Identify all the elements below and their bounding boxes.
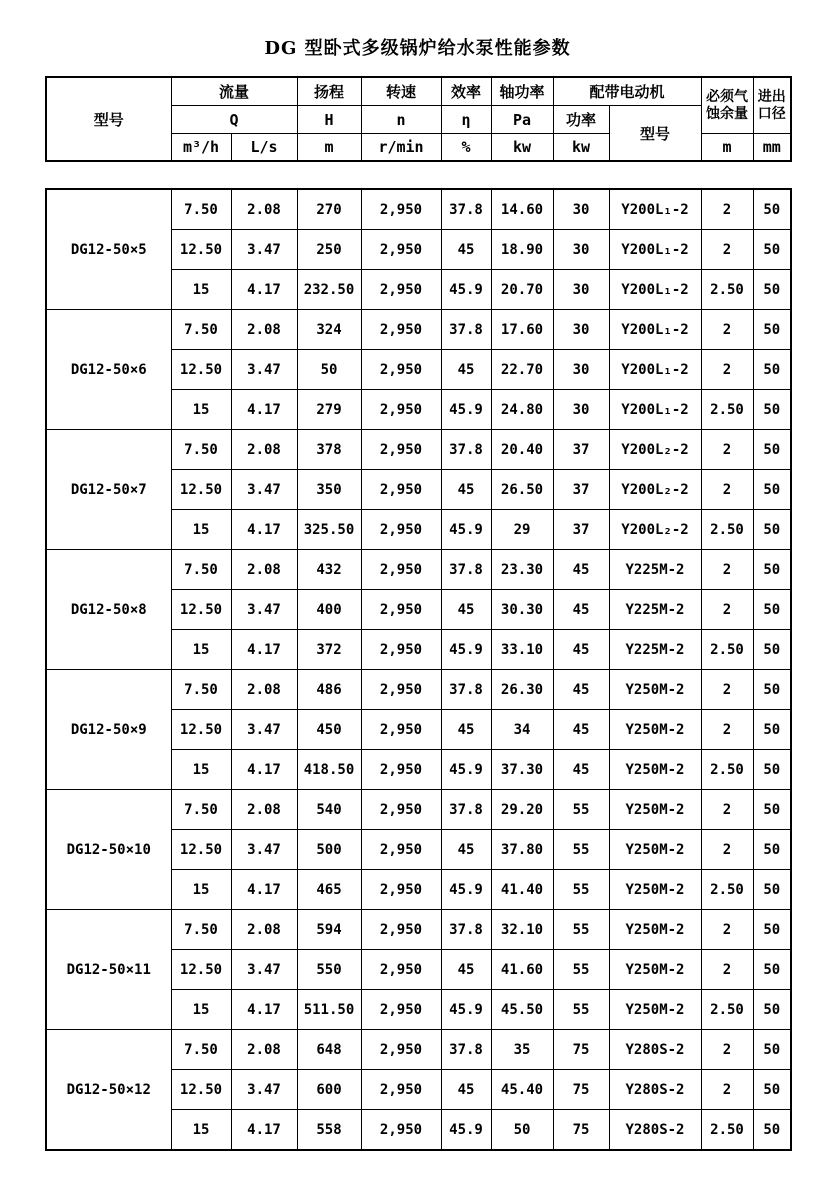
data-cell: 37.8	[441, 670, 491, 710]
data-cell: 45	[441, 350, 491, 390]
data-cell: 232.50	[297, 270, 361, 310]
header-unit-speed: r/min	[361, 134, 441, 162]
header-unit-npsh: m	[701, 134, 753, 162]
data-cell: 17.60	[491, 310, 553, 350]
header-shaft-power: 轴功率	[491, 77, 553, 106]
data-cell: 550	[297, 950, 361, 990]
pump-model-cell: DG12-50×9	[46, 670, 171, 790]
data-cell: 45	[553, 550, 609, 590]
data-cell: 2,950	[361, 270, 441, 310]
data-cell: 37	[553, 510, 609, 550]
data-cell: 50	[297, 350, 361, 390]
header-unit-m3h: m³/h	[171, 134, 231, 162]
data-cell: Y250M-2	[609, 830, 701, 870]
data-cell: 2,950	[361, 750, 441, 790]
data-cell: 15	[171, 510, 231, 550]
data-cell: 2	[701, 350, 753, 390]
data-cell: 2	[701, 430, 753, 470]
data-cell: Y250M-2	[609, 950, 701, 990]
data-cell: 32.10	[491, 910, 553, 950]
data-cell: 2,950	[361, 670, 441, 710]
header-motor-model: 型号	[609, 106, 701, 162]
data-cell: 75	[553, 1110, 609, 1151]
data-cell: 2,950	[361, 1110, 441, 1151]
data-cell: Y200L₂-2	[609, 470, 701, 510]
data-cell: 33.10	[491, 630, 553, 670]
data-cell: 2.50	[701, 390, 753, 430]
data-cell: Y200L₁-2	[609, 270, 701, 310]
table-row	[46, 1030, 791, 1070]
data-cell: 45	[553, 630, 609, 670]
data-cell: 270	[297, 189, 361, 230]
data-cell: 50	[753, 510, 791, 550]
data-cell: 3.47	[231, 350, 297, 390]
data-cell: 37	[553, 470, 609, 510]
data-cell: 594	[297, 910, 361, 950]
data-cell: 37.8	[441, 430, 491, 470]
data-cell: 2	[701, 790, 753, 830]
data-cell: 7.50	[171, 550, 231, 590]
data-cell: 2.08	[231, 910, 297, 950]
data-cell: 45.9	[441, 750, 491, 790]
data-cell: 45.9	[441, 270, 491, 310]
table-row	[46, 550, 791, 590]
data-cell: 2	[701, 590, 753, 630]
data-cell: 50	[753, 270, 791, 310]
data-cell: 465	[297, 870, 361, 910]
data-cell: 3.47	[231, 590, 297, 630]
data-cell: 45.40	[491, 1070, 553, 1110]
data-cell: 2,950	[361, 550, 441, 590]
data-cell: 45.9	[441, 510, 491, 550]
data-cell: 45	[553, 710, 609, 750]
data-cell: 2.08	[231, 189, 297, 230]
data-cell: 15	[171, 750, 231, 790]
data-cell: 15	[171, 630, 231, 670]
pump-model-cell: DG12-50×7	[46, 430, 171, 550]
data-cell: 45.9	[441, 630, 491, 670]
data-cell: Y250M-2	[609, 870, 701, 910]
data-cell: 2.08	[231, 1030, 297, 1070]
data-cell: 15	[171, 1110, 231, 1151]
data-cell: 4.17	[231, 750, 297, 790]
data-cell: 50	[753, 670, 791, 710]
data-cell: 2	[701, 950, 753, 990]
data-cell: 50	[753, 590, 791, 630]
header-model: 型号	[46, 77, 171, 161]
header-efficiency-symbol: η	[441, 106, 491, 134]
data-cell: Y250M-2	[609, 710, 701, 750]
pump-model-cell: DG12-50×6	[46, 310, 171, 430]
data-cell: 50	[753, 790, 791, 830]
data-cell: 20.40	[491, 430, 553, 470]
data-cell: 324	[297, 310, 361, 350]
data-cell: 400	[297, 590, 361, 630]
data-cell: Y200L₁-2	[609, 350, 701, 390]
data-cell: 30	[553, 270, 609, 310]
data-cell: 15	[171, 390, 231, 430]
data-cell: 7.50	[171, 790, 231, 830]
data-cell: 2	[701, 230, 753, 270]
data-cell: 75	[553, 1030, 609, 1070]
data-cell: 45.50	[491, 990, 553, 1030]
data-cell: 7.50	[171, 910, 231, 950]
data-cell: 3.47	[231, 950, 297, 990]
data-cell: Y225M-2	[609, 550, 701, 590]
data-cell: 23.30	[491, 550, 553, 590]
data-cell: 50	[753, 350, 791, 390]
data-cell: 3.47	[231, 230, 297, 270]
data-cell: 2	[701, 470, 753, 510]
header-shaft-power-symbol: Pa	[491, 106, 553, 134]
pump-model-cell: DG12-50×12	[46, 1030, 171, 1151]
data-cell: 45	[441, 1070, 491, 1110]
data-cell: 350	[297, 470, 361, 510]
data-cell: Y200L₁-2	[609, 390, 701, 430]
data-cell: 2,950	[361, 910, 441, 950]
data-cell: 600	[297, 1070, 361, 1110]
data-cell: Y200L₁-2	[609, 189, 701, 230]
data-cell: 12.50	[171, 1070, 231, 1110]
data-cell: 29	[491, 510, 553, 550]
data-cell: 2.50	[701, 870, 753, 910]
data-cell: Y250M-2	[609, 910, 701, 950]
data-cell: 2,950	[361, 510, 441, 550]
data-cell: 2.08	[231, 310, 297, 350]
data-cell: 45	[441, 830, 491, 870]
page-title: DG 型卧式多级锅炉给水泵性能参数	[264, 38, 571, 59]
data-cell: 50	[753, 430, 791, 470]
data-cell: 14.60	[491, 189, 553, 230]
data-cell: 30.30	[491, 590, 553, 630]
header-unit-diameter: mm	[753, 134, 791, 162]
data-cell: 4.17	[231, 510, 297, 550]
data-cell: 24.80	[491, 390, 553, 430]
data-cell: 12.50	[171, 710, 231, 750]
data-cell: 50	[753, 1030, 791, 1070]
data-cell: 2.08	[231, 550, 297, 590]
data-cell: 45	[553, 590, 609, 630]
pump-model-cell: DG12-50×8	[46, 550, 171, 670]
data-cell: 279	[297, 390, 361, 430]
data-cell: 12.50	[171, 950, 231, 990]
data-cell: 2	[701, 550, 753, 590]
data-cell: 50	[753, 750, 791, 790]
data-cell: 2,950	[361, 990, 441, 1030]
data-cell: Y250M-2	[609, 670, 701, 710]
data-cell: 37.8	[441, 310, 491, 350]
data-cell: Y280S-2	[609, 1030, 701, 1070]
data-table	[45, 188, 792, 1151]
data-cell: 30	[553, 230, 609, 270]
table-row	[46, 310, 791, 350]
data-cell: 45.9	[441, 1110, 491, 1151]
data-cell: 50	[753, 910, 791, 950]
header-unit-shaft-power: kw	[491, 134, 553, 162]
data-cell: 45	[441, 590, 491, 630]
data-cell: 2.08	[231, 790, 297, 830]
data-cell: 50	[753, 189, 791, 230]
data-cell: 2.50	[701, 270, 753, 310]
data-cell: 3.47	[231, 710, 297, 750]
data-cell: 450	[297, 710, 361, 750]
data-cell: 2.50	[701, 510, 753, 550]
data-cell: 26.30	[491, 670, 553, 710]
data-cell: Y250M-2	[609, 790, 701, 830]
data-cell: 2,950	[361, 310, 441, 350]
header-npsh-line1: 必须气	[706, 89, 749, 106]
data-cell: 418.50	[297, 750, 361, 790]
table-row	[46, 790, 791, 830]
data-cell: 12.50	[171, 350, 231, 390]
data-cell: 34	[491, 710, 553, 750]
data-cell: 55	[553, 950, 609, 990]
data-cell: 45	[553, 670, 609, 710]
data-cell: 4.17	[231, 990, 297, 1030]
header-speed: 转速	[361, 77, 441, 106]
data-cell: 75	[553, 1070, 609, 1110]
data-cell: 37.80	[491, 830, 553, 870]
data-cell: 4.17	[231, 1110, 297, 1151]
data-cell: 50	[753, 830, 791, 870]
data-cell: 50	[753, 470, 791, 510]
data-cell: 55	[553, 910, 609, 950]
header-diameter-line1: 进出	[757, 89, 786, 106]
data-cell: 2	[701, 710, 753, 750]
data-cell: 372	[297, 630, 361, 670]
data-cell: 30	[553, 390, 609, 430]
data-cell: 50	[753, 990, 791, 1030]
data-cell: 45.9	[441, 870, 491, 910]
data-cell: 2	[701, 910, 753, 950]
header-head-symbol: H	[297, 106, 361, 134]
header-efficiency: 效率	[441, 77, 491, 106]
data-cell: 2,950	[361, 1030, 441, 1070]
data-cell: 2	[701, 1070, 753, 1110]
data-cell: 50	[753, 390, 791, 430]
data-cell: 7.50	[171, 430, 231, 470]
data-cell: 45.9	[441, 990, 491, 1030]
data-cell: Y200L₁-2	[609, 310, 701, 350]
data-cell: 7.50	[171, 670, 231, 710]
data-cell: 2,950	[361, 870, 441, 910]
data-cell: 50	[753, 950, 791, 990]
data-cell: 50	[753, 1110, 791, 1151]
data-cell: 45	[441, 230, 491, 270]
data-cell: 45	[553, 750, 609, 790]
data-cell: 26.50	[491, 470, 553, 510]
header-flow-symbol: Q	[171, 106, 297, 134]
data-cell: 37.8	[441, 910, 491, 950]
data-cell: 37.8	[441, 790, 491, 830]
data-table-body	[46, 189, 791, 1150]
data-cell: 45	[441, 950, 491, 990]
data-cell: 2,950	[361, 830, 441, 870]
data-cell: 2,950	[361, 1070, 441, 1110]
data-cell: 4.17	[231, 870, 297, 910]
header-flow: 流量	[171, 77, 297, 106]
data-cell: 2	[701, 670, 753, 710]
data-cell: 55	[553, 830, 609, 870]
data-cell: 12.50	[171, 830, 231, 870]
data-cell: 3.47	[231, 470, 297, 510]
data-cell: 2.50	[701, 990, 753, 1030]
data-cell: 2,950	[361, 710, 441, 750]
data-cell: 2,950	[361, 350, 441, 390]
table-row	[46, 910, 791, 950]
data-cell: 2,950	[361, 189, 441, 230]
data-cell: 2,950	[361, 470, 441, 510]
data-cell: 41.40	[491, 870, 553, 910]
data-cell: 12.50	[171, 590, 231, 630]
data-cell: Y280S-2	[609, 1110, 701, 1151]
data-cell: 22.70	[491, 350, 553, 390]
data-cell: 50	[753, 550, 791, 590]
data-cell: 2	[701, 1030, 753, 1070]
data-cell: 2,950	[361, 630, 441, 670]
header-npsh-line2: 蚀余量	[706, 105, 749, 122]
data-cell: 2	[701, 830, 753, 870]
header-unit-ls: L/s	[231, 134, 297, 162]
data-cell: 4.17	[231, 270, 297, 310]
data-cell: 29.20	[491, 790, 553, 830]
data-cell: 12.50	[171, 230, 231, 270]
data-cell: 45.9	[441, 390, 491, 430]
data-cell: 30	[553, 350, 609, 390]
data-cell: 432	[297, 550, 361, 590]
data-cell: 55	[553, 990, 609, 1030]
data-cell: 35	[491, 1030, 553, 1070]
data-cell: 325.50	[297, 510, 361, 550]
header-head: 扬程	[297, 77, 361, 106]
data-cell: 37	[553, 430, 609, 470]
data-cell: 2	[701, 189, 753, 230]
data-cell: 4.17	[231, 630, 297, 670]
data-cell: 2,950	[361, 390, 441, 430]
data-cell: 2	[701, 310, 753, 350]
pump-model-cell: DG12-50×5	[46, 189, 171, 310]
data-cell: 15	[171, 870, 231, 910]
header-speed-symbol: n	[361, 106, 441, 134]
data-cell: 2,950	[361, 790, 441, 830]
data-cell: 378	[297, 430, 361, 470]
data-cell: 558	[297, 1110, 361, 1151]
data-cell: 30	[553, 310, 609, 350]
table-row	[46, 189, 791, 230]
table-row	[46, 430, 791, 470]
data-cell: 250	[297, 230, 361, 270]
header-unit-motor-power: kw	[553, 134, 609, 162]
data-cell: Y225M-2	[609, 590, 701, 630]
data-cell: 37.8	[441, 189, 491, 230]
data-cell: 500	[297, 830, 361, 870]
header-npsh	[701, 77, 753, 134]
data-cell: 2.08	[231, 430, 297, 470]
data-cell: 50	[753, 310, 791, 350]
data-cell: 2.50	[701, 630, 753, 670]
data-cell: 4.17	[231, 390, 297, 430]
data-cell: 12.50	[171, 470, 231, 510]
data-cell: 648	[297, 1030, 361, 1070]
data-cell: 37.8	[441, 550, 491, 590]
data-cell: 7.50	[171, 1030, 231, 1070]
data-cell: 7.50	[171, 189, 231, 230]
data-cell: 15	[171, 270, 231, 310]
data-cell: 2,950	[361, 950, 441, 990]
pump-model-cell: DG12-50×11	[46, 910, 171, 1030]
data-cell: 50	[753, 870, 791, 910]
data-cell: 2.50	[701, 1110, 753, 1151]
data-cell: 7.50	[171, 310, 231, 350]
data-cell: 2,950	[361, 230, 441, 270]
data-cell: Y200L₂-2	[609, 430, 701, 470]
data-cell: 50	[753, 1070, 791, 1110]
data-cell: Y280S-2	[609, 1070, 701, 1110]
data-cell: Y250M-2	[609, 990, 701, 1030]
data-cell: 2.50	[701, 750, 753, 790]
data-cell: 37.30	[491, 750, 553, 790]
data-cell: 486	[297, 670, 361, 710]
data-cell: Y200L₂-2	[609, 510, 701, 550]
data-cell: 30	[553, 189, 609, 230]
header-motor: 配带电动机	[553, 77, 701, 106]
data-cell: Y225M-2	[609, 630, 701, 670]
header-motor-power: 功率	[553, 106, 609, 134]
data-cell: 18.90	[491, 230, 553, 270]
header-unit-head: m	[297, 134, 361, 162]
header-unit-efficiency: %	[441, 134, 491, 162]
data-cell: 20.70	[491, 270, 553, 310]
data-cell: 3.47	[231, 1070, 297, 1110]
data-cell: Y200L₁-2	[609, 230, 701, 270]
data-cell: 37.8	[441, 1030, 491, 1070]
data-cell: 45	[441, 710, 491, 750]
data-cell: 15	[171, 990, 231, 1030]
data-cell: 55	[553, 790, 609, 830]
data-cell: 45	[441, 470, 491, 510]
data-cell: 2,950	[361, 430, 441, 470]
pump-model-cell: DG12-50×10	[46, 790, 171, 910]
data-cell: Y250M-2	[609, 750, 701, 790]
data-cell: 50	[753, 710, 791, 750]
data-cell: 50	[753, 230, 791, 270]
data-cell: 511.50	[297, 990, 361, 1030]
header-diameter	[753, 77, 791, 134]
data-cell: 2.08	[231, 670, 297, 710]
data-cell: 3.47	[231, 830, 297, 870]
data-cell: 55	[553, 870, 609, 910]
data-cell: 41.60	[491, 950, 553, 990]
data-cell: 50	[753, 630, 791, 670]
data-cell: 2,950	[361, 590, 441, 630]
table-row	[46, 670, 791, 710]
header-table	[45, 76, 792, 162]
header-diameter-line2: 口径	[757, 105, 786, 122]
data-cell: 540	[297, 790, 361, 830]
data-cell: 50	[491, 1110, 553, 1151]
